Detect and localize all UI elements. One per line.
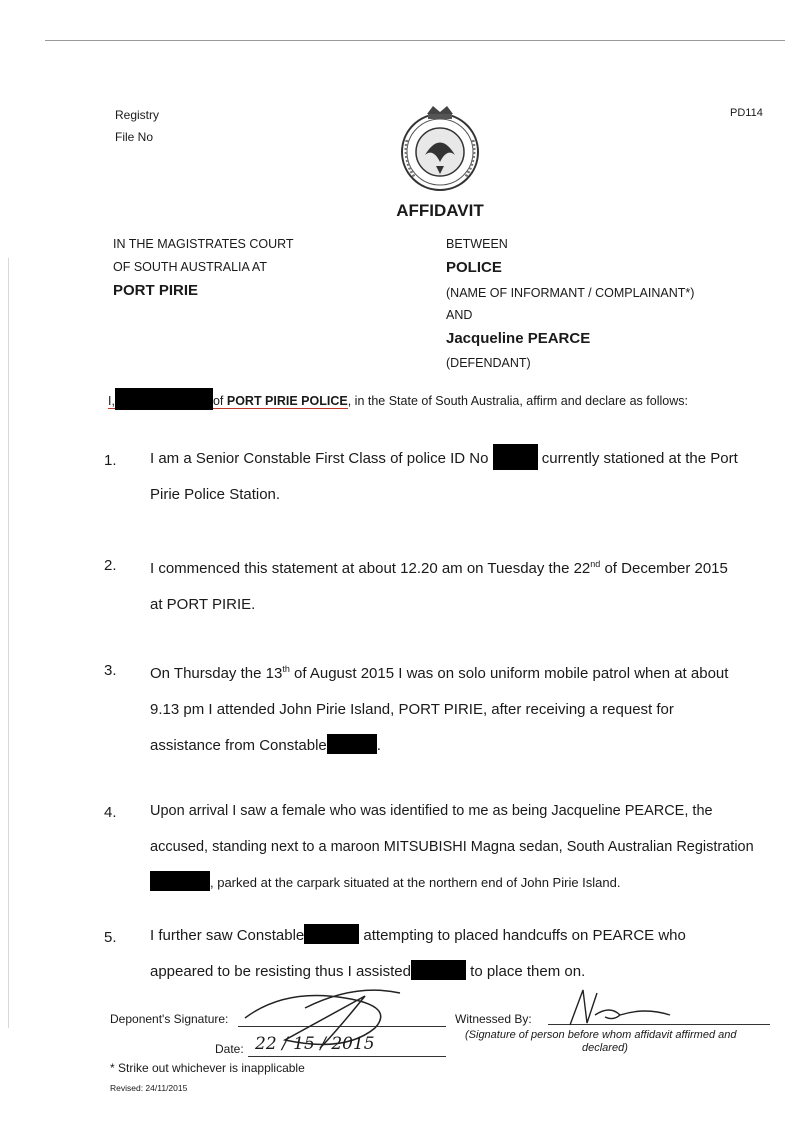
paragraph-1 xyxy=(150,441,770,513)
paragraph-3-text-a: On Thursday the 13 xyxy=(150,665,283,682)
redaction-constable-2 xyxy=(304,924,359,944)
court-location: PORT PIRIE xyxy=(113,282,199,299)
paragraph-1-text-a: I am a Senior Constable First Class of police ID No xyxy=(150,450,489,467)
intro-prefix: I, xyxy=(108,394,115,408)
paragraph-4-text-b: accused, standing next to a maroon MITSUBISHI Magna sedan, South Australian Registration xyxy=(150,839,754,855)
between-label: BETWEEN xyxy=(446,237,508,251)
paragraph-5-text-d: to place them on. xyxy=(466,963,586,980)
informant-caption: (NAME OF INFORMANT / COMPLAINANT*) xyxy=(446,286,695,300)
file-no-label: File No xyxy=(115,130,154,144)
and-label: AND xyxy=(446,308,473,322)
witness-caption-2: declared) xyxy=(582,1042,628,1054)
paragraph-2-sup: nd xyxy=(590,559,601,569)
registry-label: Registry xyxy=(115,108,160,122)
paragraph-2-text-b: of December 2015 xyxy=(600,560,728,577)
paragraph-4-number: 4. xyxy=(104,804,117,821)
informant-name: POLICE xyxy=(446,259,502,276)
paragraph-3-number: 3. xyxy=(104,662,117,679)
witness-caption-1: (Signature of person before whom affidavit affirmed and xyxy=(465,1029,737,1041)
paragraph-2-number: 2. xyxy=(104,557,117,574)
affidavit-title: AFFIDAVIT xyxy=(396,201,484,220)
scan-edge-mark xyxy=(8,258,9,1028)
redaction-police-id xyxy=(493,444,538,470)
revised-date: Revised: 24/11/2015 xyxy=(110,1083,188,1093)
paragraph-3-text-e: . xyxy=(376,737,381,754)
redaction-registration xyxy=(150,871,210,891)
paragraph-3-sup: th xyxy=(282,664,290,674)
intro-station: PORT PIRIE POLICE xyxy=(226,394,348,408)
paragraph-3 xyxy=(150,651,770,764)
paragraph-4-text-a: Upon arrival I saw a female who was identified to me as being Jacqueline PEARCE, the xyxy=(150,803,713,819)
paragraph-4-text-c: , parked at the carpark situated at the northern end of John Pirie Island. xyxy=(210,875,621,890)
intro-of-label: of xyxy=(212,394,227,408)
witness-label: Witnessed By: xyxy=(455,1012,532,1026)
court-line-1: IN THE MAGISTRATES COURT xyxy=(113,237,294,251)
seal-icon xyxy=(395,100,485,192)
paragraph-1-text-b: currently stationed at the Port xyxy=(537,450,738,467)
paragraph-1-number: 1. xyxy=(104,452,117,469)
strike-out-note: * Strike out whichever is inapplicable xyxy=(110,1061,305,1075)
paragraph-2 xyxy=(150,546,770,623)
paragraph-5-text-b: attempting to placed handcuffs on PEARCE who xyxy=(359,927,686,944)
redaction-constable-3 xyxy=(411,960,466,980)
date-line xyxy=(248,1056,446,1057)
paragraph-3-text-d: assistance from Constable xyxy=(150,737,327,754)
paragraph-3-text-b: of August 2015 I was on solo uniform mobile patrol when at about xyxy=(289,665,729,682)
court-line-2: OF SOUTH AUSTRALIA AT xyxy=(113,260,267,274)
intro-suffix: , in the State of South Australia, affirm and declare as follows: xyxy=(347,394,688,408)
witness-signature-icon xyxy=(565,985,675,1030)
paragraph-2-text-a: I commenced this statement at about 12.20 am on Tuesday the 22 xyxy=(150,560,591,577)
form-code: PD114 xyxy=(730,107,763,119)
witness-signature xyxy=(565,985,675,1030)
paragraph-2-text-c: at PORT PIRIE. xyxy=(150,596,256,613)
defendant-name: Jacqueline PEARCE xyxy=(446,330,591,347)
police-seal xyxy=(395,100,485,192)
defendant-caption: (DEFENDANT) xyxy=(446,356,531,370)
paragraph-4 xyxy=(150,793,775,901)
intro-line xyxy=(108,388,688,410)
paragraph-1-text-c: Pirie Police Station. xyxy=(150,486,281,503)
redaction-constable-1 xyxy=(327,734,377,754)
paragraph-5-number: 5. xyxy=(104,929,117,946)
date-label: Date: xyxy=(215,1042,244,1056)
paragraph-3-text-c: 9.13 pm I attended John Pirie Island, PORT PIRIE, after receiving a request for xyxy=(150,701,674,718)
deponent-signature-label: Deponent's Signature: xyxy=(110,1012,229,1026)
top-rule xyxy=(45,40,785,41)
date-handwritten: 22 / 15 / 2015 xyxy=(255,1034,375,1054)
paragraph-5-text-c: appeared to be resisting thus I assisted xyxy=(150,963,411,980)
paragraph-5-text-a: I further saw Constable xyxy=(150,927,305,944)
redaction-deponent-name xyxy=(115,388,213,410)
